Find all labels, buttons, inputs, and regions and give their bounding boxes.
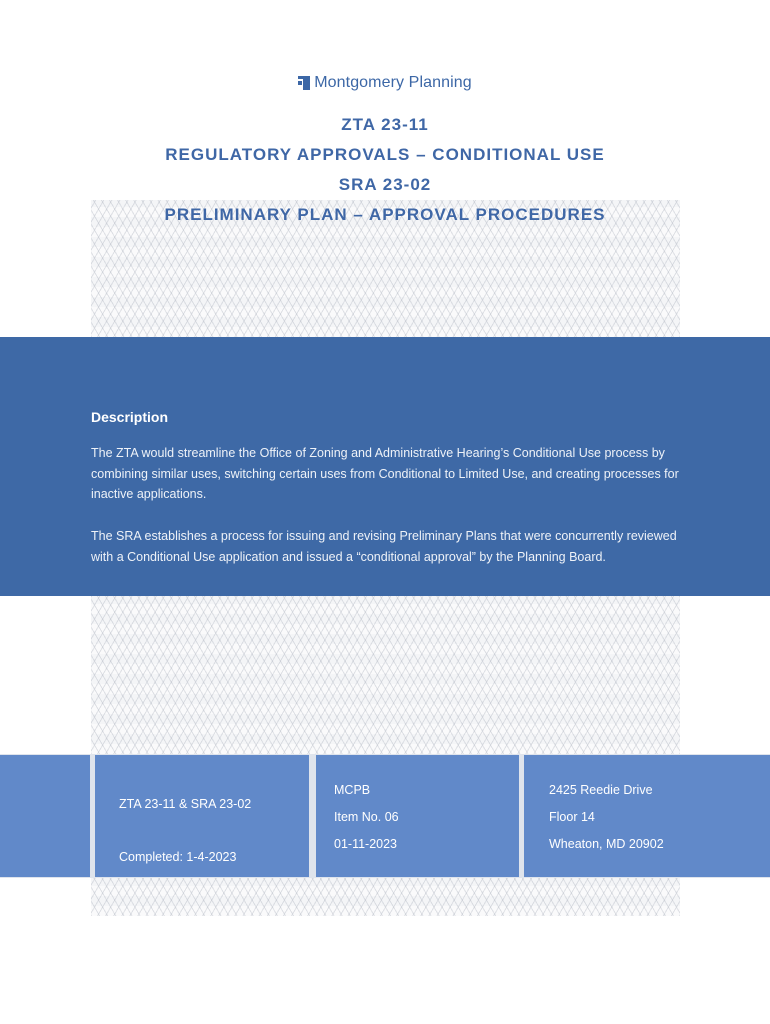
info-box-meeting bbox=[316, 755, 519, 877]
logo-text: Montgomery Planning bbox=[314, 74, 472, 91]
montgomery-planning-logo-mark-icon bbox=[298, 76, 310, 90]
info-strip bbox=[0, 754, 770, 878]
description-band bbox=[0, 337, 770, 596]
decorative-pattern-bottom bbox=[91, 878, 680, 916]
title-regulatory-approvals: REGULATORY APPROVALS – CONDITIONAL USE bbox=[165, 145, 605, 164]
agenda-item-text: Item No. 06 bbox=[334, 810, 399, 824]
item-number-text: ZTA 23-11 & SRA 23-02 bbox=[119, 797, 252, 811]
meeting-date-text: 01-11-2023 bbox=[334, 837, 398, 851]
description-paragraph-zta: The ZTA would streamline the Office of Zoning and Administrative Hearing’s Conditional Use process by combining similar uses, switching certain uses from Conditional to Limited Use, and creating processes for inactive applications. bbox=[91, 446, 679, 501]
completed-date-text: Completed: 1-4-2023 bbox=[119, 850, 237, 864]
info-box-item bbox=[95, 755, 309, 877]
title-zta: ZTA 23-11 bbox=[341, 115, 429, 134]
info-box-address bbox=[524, 755, 770, 877]
montgomery-planning-logo bbox=[0, 74, 770, 92]
address-floor: Floor 14 bbox=[549, 810, 595, 824]
description-heading: Description bbox=[91, 409, 169, 425]
info-box-accent bbox=[0, 755, 90, 877]
address-street: 2425 Reedie Drive bbox=[549, 783, 653, 797]
title-sra: SRA 23-02 bbox=[338, 175, 432, 194]
document-title-block bbox=[0, 110, 770, 230]
address-city: Wheaton, MD 20902 bbox=[549, 837, 664, 851]
title-preliminary-plan: PRELIMINARY PLAN – APPROVAL PROCEDURES bbox=[164, 205, 606, 224]
decorative-pattern-middle bbox=[91, 596, 680, 754]
description-paragraph-sra: The SRA establishes a process for issuing and revising Preliminary Plans that were concurrently reviewed with a Conditional Use application and issued a “conditional approval” by the Planning Board. bbox=[91, 529, 677, 564]
board-text: MCPB bbox=[334, 783, 371, 797]
